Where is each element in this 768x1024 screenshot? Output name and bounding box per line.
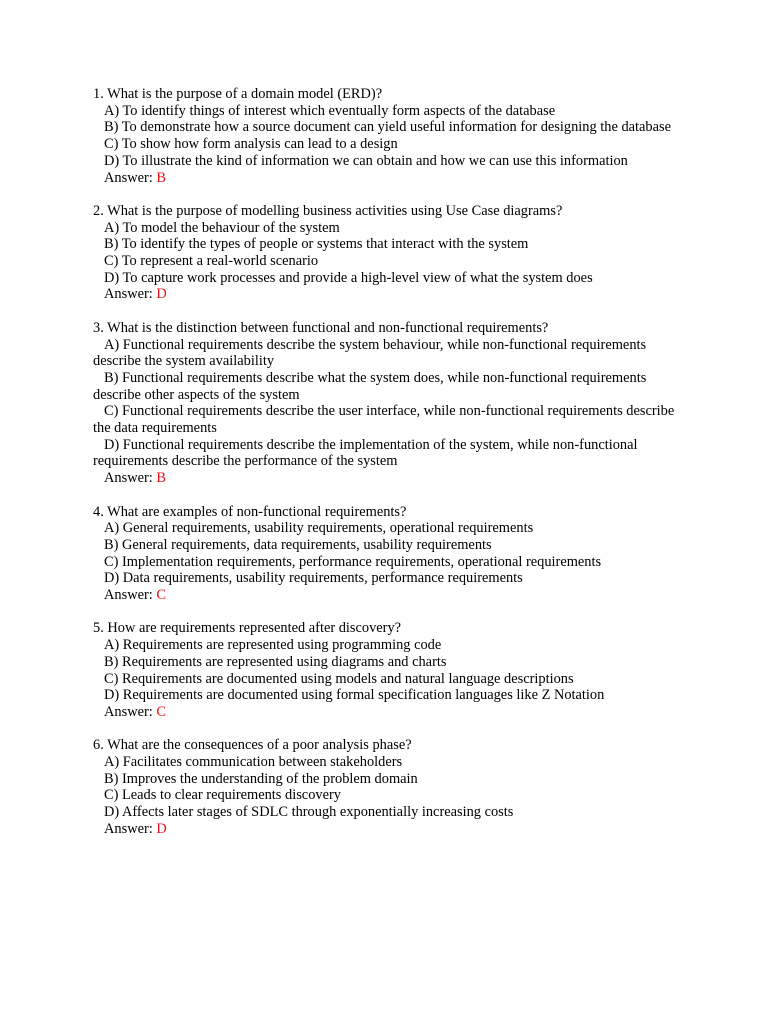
option-c: C) Implementation requirements, performance requirements, operational requirements bbox=[104, 553, 602, 570]
question-5 bbox=[93, 620, 675, 720]
answer-value: B bbox=[156, 169, 166, 186]
option-d: D) Functional requirements describe the implementation of the system, while non-functional requirements describe the performance of the system bbox=[93, 436, 638, 470]
option-c: C) Functional requirements describe the user interface, while non-functional requirements describe the data requirements bbox=[93, 403, 675, 437]
question-1 bbox=[93, 86, 675, 186]
option-d: D) To capture work processes and provide a high-level view of what the system does bbox=[104, 269, 593, 286]
answer-label: Answer: bbox=[104, 703, 153, 720]
option-b: B) Improves the understanding of the problem domain bbox=[104, 770, 418, 787]
answer-value: D bbox=[156, 286, 167, 303]
answer-label: Answer: bbox=[104, 820, 153, 837]
option-a: A) General requirements, usability requirements, operational requirements bbox=[104, 520, 534, 537]
question-text: 2. What is the purpose of modelling business activities using Use Case diagrams? bbox=[93, 202, 563, 219]
option-b: B) Requirements are represented using diagrams and charts bbox=[104, 653, 447, 670]
option-d: D) Affects later stages of SDLC through exponentially increasing costs bbox=[104, 804, 514, 821]
option-b: B) To demonstrate how a source document can yield useful information for designing the database bbox=[104, 119, 671, 136]
answer-label: Answer: bbox=[104, 169, 153, 186]
answer-label: Answer: bbox=[104, 470, 153, 487]
answer-line bbox=[93, 470, 675, 487]
question-text: 6. What are the consequences of a poor analysis phase? bbox=[93, 737, 412, 754]
option-a: A) Functional requirements describe the system behaviour, while non-functional requirements describe the system availability bbox=[93, 336, 647, 370]
option-a: A) Facilitates communication between stakeholders bbox=[104, 754, 403, 771]
option-a: A) To model the behaviour of the system bbox=[104, 219, 340, 236]
option-c: C) Leads to clear requirements discovery bbox=[104, 787, 341, 804]
option-d: D) Data requirements, usability requirements, performance requirements bbox=[104, 570, 523, 587]
option-d: D) To illustrate the kind of information we can obtain and how we can use this information bbox=[104, 152, 628, 169]
answer-value: D bbox=[156, 820, 167, 837]
answer-line bbox=[93, 587, 675, 604]
answer-line bbox=[93, 286, 675, 303]
answer-line bbox=[93, 704, 675, 721]
option-a: A) To identify things of interest which eventually form aspects of the database bbox=[104, 102, 556, 119]
answer-label: Answer: bbox=[104, 286, 153, 303]
question-2 bbox=[93, 203, 675, 303]
question-text: 3. What is the distinction between functional and non-functional requirements? bbox=[93, 319, 549, 336]
answer-line bbox=[93, 821, 675, 838]
question-text: 5. How are requirements represented after discovery? bbox=[93, 620, 402, 637]
option-c: C) To show how form analysis can lead to a design bbox=[104, 136, 398, 153]
answer-line bbox=[93, 170, 675, 187]
question-text: 1. What is the purpose of a domain model (ERD)? bbox=[93, 86, 383, 102]
option-c: C) To represent a real-world scenario bbox=[104, 253, 319, 270]
answer-label: Answer: bbox=[104, 587, 153, 604]
question-text: 4. What are examples of non-functional requirements? bbox=[93, 503, 407, 520]
question-4 bbox=[93, 504, 675, 604]
option-b: B) General requirements, data requirements, usability requirements bbox=[104, 536, 492, 553]
option-a: A) Requirements are represented using programming code bbox=[104, 637, 442, 654]
answer-value: C bbox=[156, 587, 166, 604]
answer-value: C bbox=[156, 703, 166, 720]
answer-value: B bbox=[156, 470, 166, 487]
question-6 bbox=[93, 737, 675, 837]
option-b: B) To identify the types of people or systems that interact with the system bbox=[104, 236, 529, 253]
option-d: D) Requirements are documented using formal specification languages like Z Notation bbox=[104, 687, 605, 704]
option-c: C) Requirements are documented using models and natural language descriptions bbox=[104, 670, 574, 687]
quiz-document bbox=[93, 86, 675, 854]
question-3 bbox=[93, 320, 675, 487]
option-b: B) Functional requirements describe what the system does, while non-functional requirements describe other aspects of the system bbox=[93, 369, 647, 403]
